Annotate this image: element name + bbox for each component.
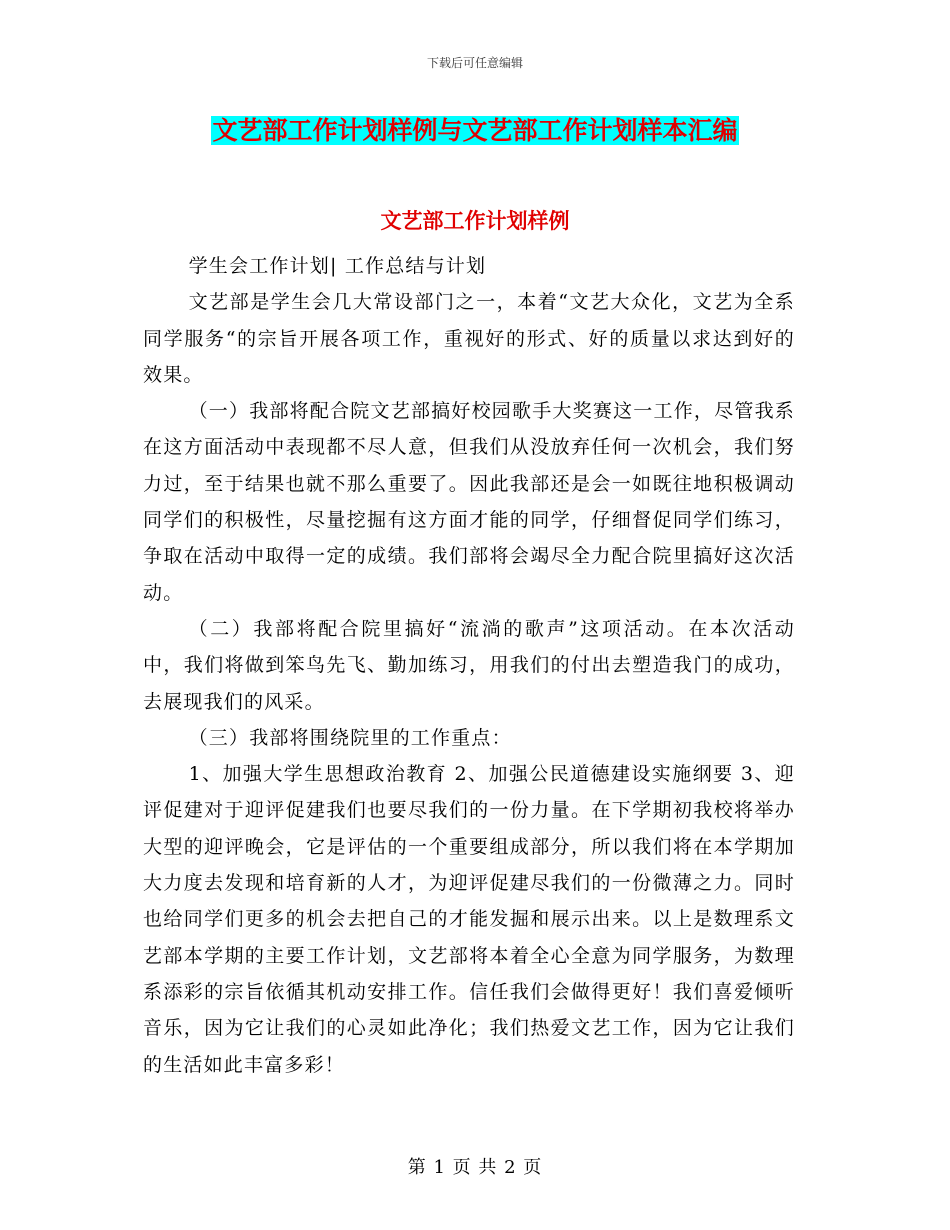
paragraph-item-3: （三）我部将围绕院里的工作重点： [188, 726, 512, 749]
paragraph-item-2: （二）我部将配合院里搞好“流淌的歌声”这项活动。在本次活动中，我们将做到笨鸟先飞、勤加练习，用我们的付出去塑造我门的成功，去展现我们的风采。 [143, 617, 795, 713]
page-number: 第 1 页 共 2 页 [407, 1157, 543, 1178]
header-note: 下载后可任意编辑 [426, 56, 523, 70]
paragraph-focus-list: 1、加强大学生思想政治教育 2、加强公民道德建设实施纲要 3、迎评促建对于迎评促建我们也要尽我们的一份力量。在下学期初我校将举办大型的迎评晚会，它是评估的一个重要组成部分，所以我们将在本学期加大力度去发现和培育新的人才，为迎评促建尽我们的一份微薄之力。同时也给同学们更多的机会去把自己的才能发掘和展示出来。以上是数理系文艺部本学期的主要工作计划，文艺部将本着全心全意为同学服务，为数理系添彩的宗旨依循其机动安排工作。信任我们会做得更好！我们喜爱倾听音乐，因为它让我们的心灵如此净化；我们热爱文艺工作，因为它让我们的生活如此丰富多彩！ [143, 763, 795, 1076]
paragraph-item-1: （一）我部将配合院文艺部搞好校园歌手大奖赛这一工作，尽管我系在这方面活动中表现都不尽人意，但我们从没放弃任何一次机会，我们努力过，至于结果也就不那么重要了。因此我部还是会一如既往地积极调动同学们的积极性，尽量挖掘有这方面才能的同学，仔细督促同学们练习，争取在活动中取得一定的成绩。我们部将会竭尽全力配合院里搞好这次活动。 [143, 400, 795, 604]
document-title-text: 文艺部工作计划样例与文艺部工作计划样本汇编 [212, 116, 738, 145]
paragraph-category: 学生会工作计划| 工作总结与计划 [188, 255, 487, 277]
document-title [0, 116, 950, 146]
body-text [143, 248, 795, 1083]
section-title: 文艺部工作计划样例 [380, 209, 570, 233]
paragraph-intro: 文艺部是学生会几大常设部门之一，本着“文艺大众化，文艺为全系同学服务“的宗旨开展各项工作，重视好的形式、好的质量以求达到好的效果。 [143, 291, 795, 386]
